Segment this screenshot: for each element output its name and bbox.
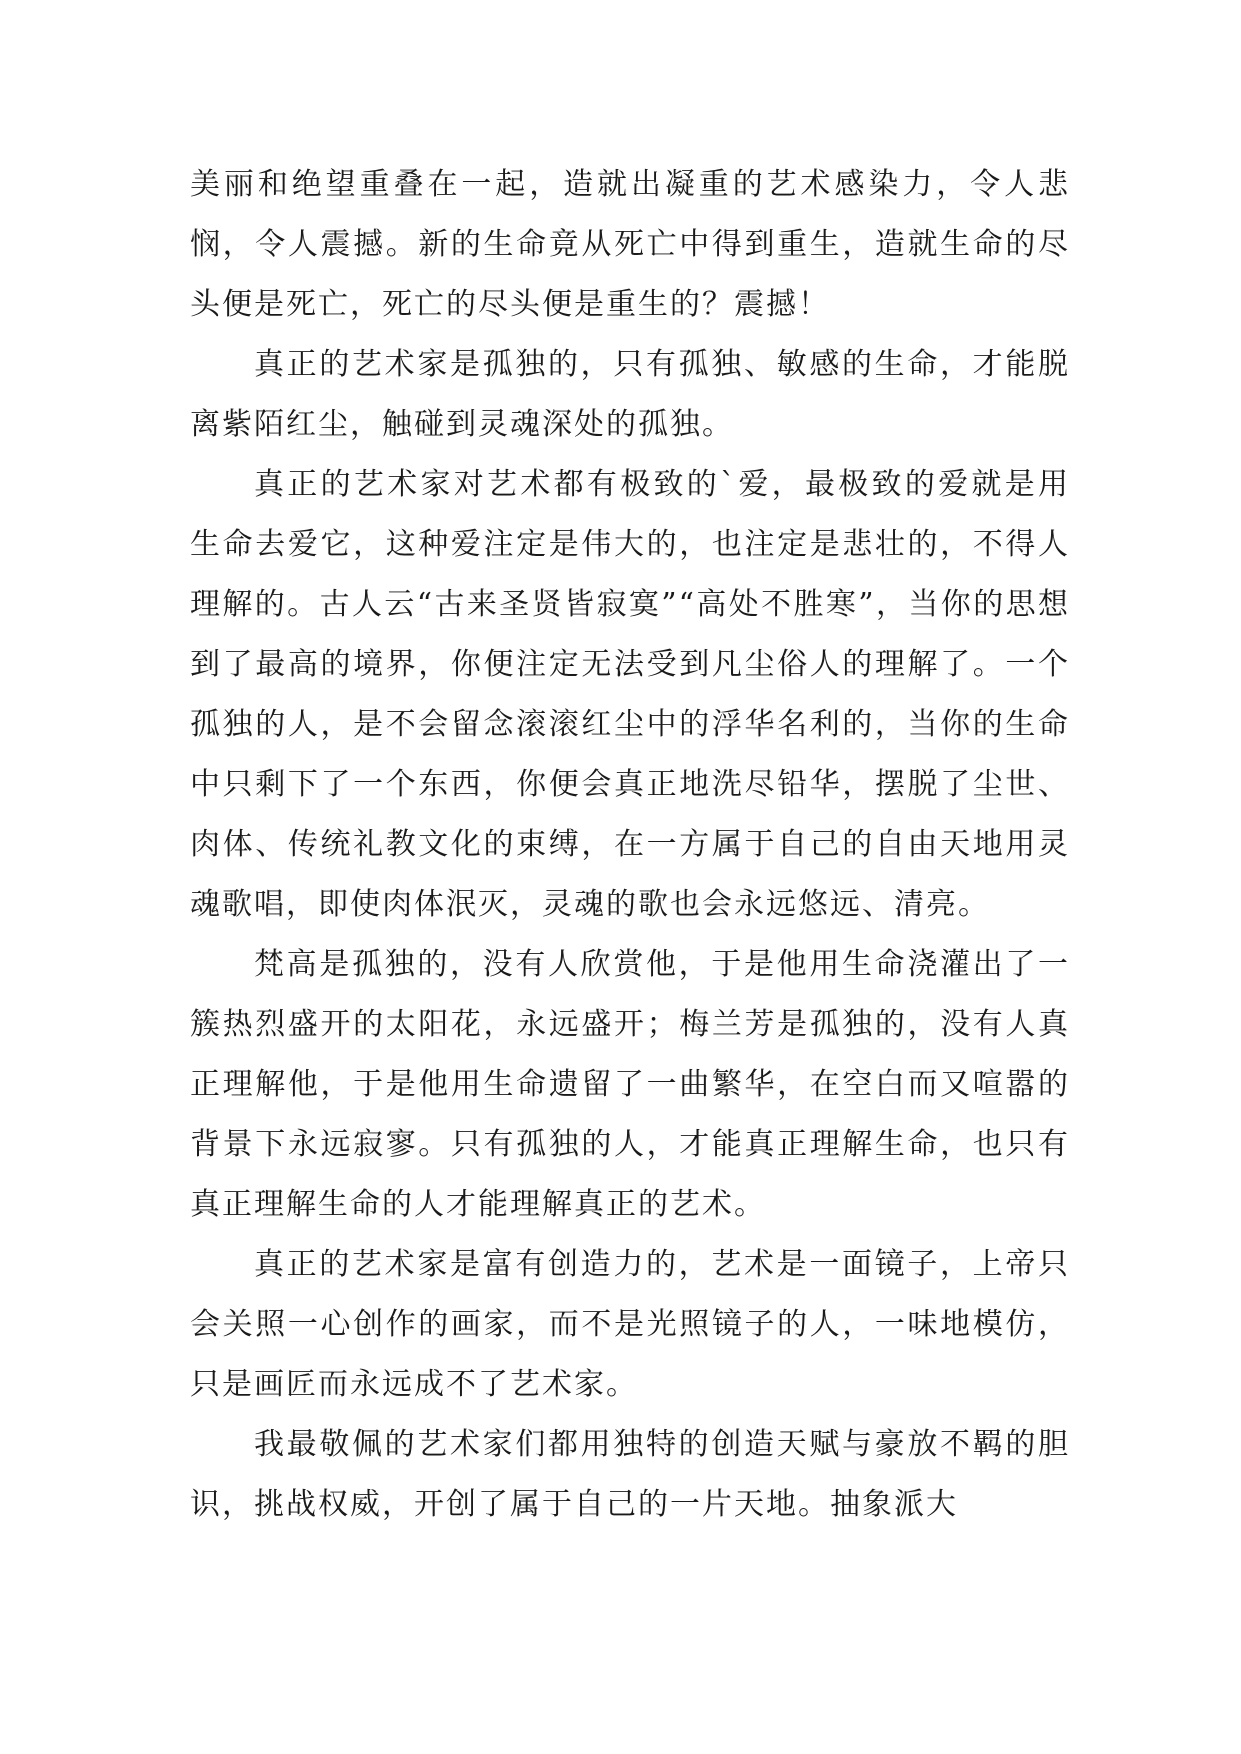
paragraph-4: 梵高是孤独的，没有人欣赏他，于是他用生命浇灌出了一簇热烈盛开的太阳花，永远盛开；梅兰芳是孤独的，没有人真正理解他，于是他用生命遗留了一曲繁华，在空白而又喧嚣的背景下永远寂寥。只有孤独的人，才能真正理解生命，也只有真正理解生命的人才能理解真正的艺术。 [190, 947, 1070, 1222]
paragraph-2: 真正的艺术家是孤独的，只有孤独、敏感的生命，才能脱离紫陌红尘，触碰到灵魂深处的孤独。 [190, 347, 1070, 442]
paragraph-5: 真正的艺术家是富有创造力的，艺术是一面镜子，上帝只会关照一心创作的画家，而不是光照镜子的人，一味地模仿，只是画匠而永远成不了艺术家。 [190, 1247, 1070, 1402]
paragraph-3: 真正的艺术家对艺术都有极致的`爱，最极致的爱就是用生命去爱它，这种爱注定是伟大的，也注定是悲壮的，不得人理解的。古人云“古来圣贤皆寂寞”“高处不胜寒”，当你的思想到了最高的境界，你便注定无法受到凡尘俗人的理解了。一个孤独的人，是不会留念滚滚红尘中的浮华名利的，当你的生命中只剩下了一个东西，你便会真正地洗尽铅华，摆脱了尘世、肉体、传统礼教文化的束缚，在一方属于自己的自由天地用灵魂歌唱，即使肉体泯灭，灵魂的歌也会永远悠远、清亮。 [190, 467, 1070, 922]
paragraph-1: 美丽和绝望重叠在一起，造就出凝重的艺术感染力，令人悲悯，令人震撼。新的生命竟从死亡中得到重生，造就生命的尽头便是死亡，死亡的尽头便是重生的？震撼！ [190, 167, 1070, 322]
body-text [190, 155, 1070, 1535]
paragraph-6: 我最敬佩的艺术家们都用独特的创造天赋与豪放不羁的胆识，挑战权威，开创了属于自己的一片天地。抽象派大 [190, 1427, 1070, 1522]
